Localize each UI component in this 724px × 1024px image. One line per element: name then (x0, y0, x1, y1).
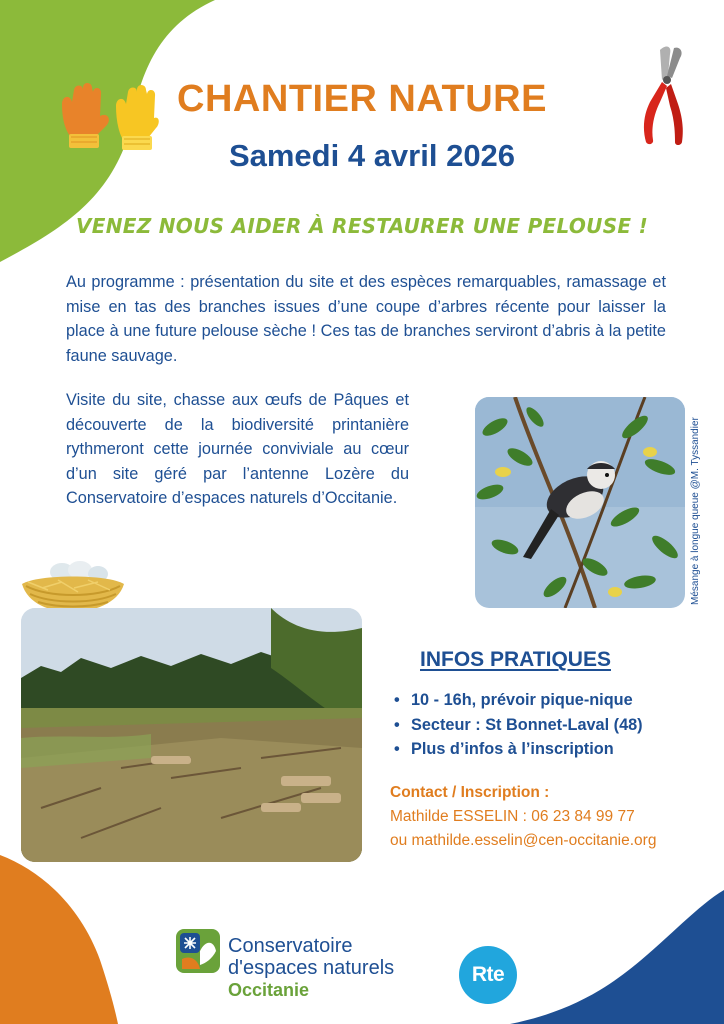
rte-logo: Rte (459, 946, 517, 1004)
cen-logo-line: d'espaces naturels (228, 957, 395, 979)
cen-logo-icon (176, 929, 220, 973)
infos-list (394, 688, 643, 762)
cen-logo-text (228, 935, 394, 1001)
orange-corner-shape (0, 855, 118, 1024)
tagline: VENEZ NOUS AIDER À RESTAURER UNE PELOUSE ! (75, 214, 649, 238)
photo-credit: Mésange à longue queue @M. Tyssandier (690, 417, 701, 605)
program-paragraph: Au programme : présentation du site et des espèces remarquables, ramassage et mise en tas des branches issues d’une coupe d’arbres récente pour laisser la place à une future pelouse sèche ! Ces tas de branches serviront d’abris à la petite faune sauvage. (66, 273, 666, 365)
list-item: • Secteur : St Bonnet-Laval (48) (394, 713, 643, 738)
blue-corner-shape (510, 890, 724, 1024)
contact-email[interactable]: ou mathilde.esselin@cen-occitanie.org (390, 832, 657, 849)
contact-phone: Mathilde ESSELIN : 06 23 84 99 77 (390, 808, 635, 825)
list-item: • 10 - 16h, prévoir pique-nique (394, 688, 643, 713)
page-title: CHANTIER NATURE (177, 78, 547, 120)
contact-heading: Contact / Inscription : (390, 784, 550, 801)
field-photo (21, 608, 362, 862)
bird-photo (475, 397, 685, 608)
cen-logo-line: Occitanie (228, 980, 310, 1000)
cen-logo-line: Conservatoire (228, 935, 353, 957)
visit-paragraph: Visite du site, chasse aux œufs de Pâques et découverte de la biodiversité printanière rythmeront cette journée conviviale au cœur d’un site géré par l’antenne Lozère du Conservatoire d’espaces naturels d’Occitanie. (66, 391, 409, 507)
list-item: • Plus d’infos à l’inscription (394, 737, 643, 762)
infos-heading: INFOS PRATIQUES (420, 648, 611, 671)
event-date: Samedi 4 avril 2026 (228, 138, 516, 173)
